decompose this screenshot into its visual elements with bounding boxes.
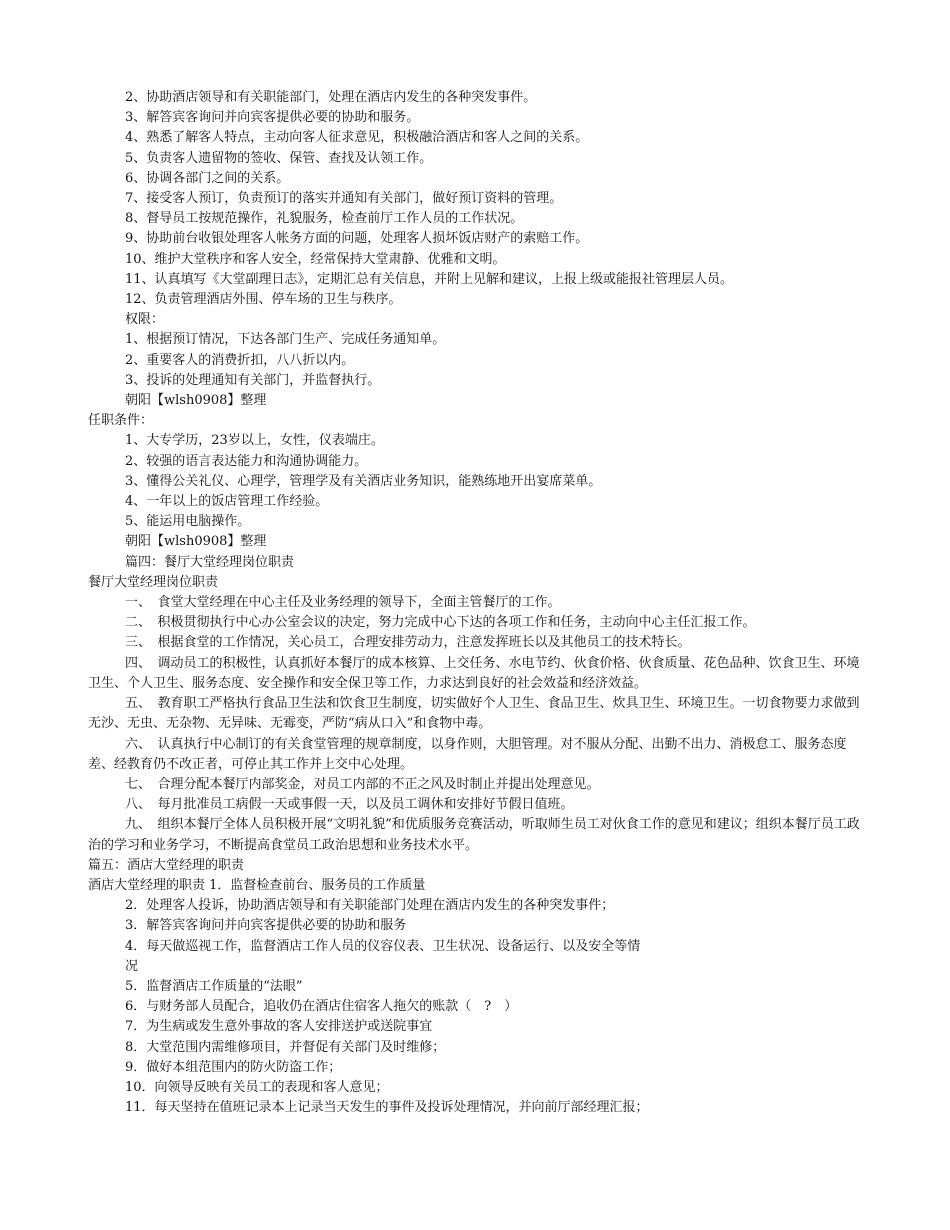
list-item: 5、能运用电脑操作。 [125, 514, 251, 530]
paragraph: 五、 教育职工严格执行食品卫生法和饮食卫生制度，切实做好个人卫生、食品卫生、炊具卫生、环境卫生。一切食物要力求做到无沙、无虫、无杂物、无异味、无霉变，严防“病从口入”和食物中毒。 [88, 696, 860, 732]
part4-section [88, 553, 860, 856]
paragraph: 六、 认真执行中心制订的有关食堂管理的规章制度，以身作则，大胆管理。对不服从分配、出勤不出力、消极怠工、服务态度差、经教育仍不改正者，可停止其工作并上交中心处理。 [88, 736, 847, 772]
list-item: 10．向领导反映有关员工的表现和客人意见； [125, 1079, 389, 1095]
list-item: 2、重要客人的消费折扣，八八折以内。 [125, 352, 355, 368]
authority-heading: 权限： [125, 312, 165, 328]
list-item: 3、解答宾客询问并向宾客提供必要的协助和服务。 [125, 110, 420, 126]
section-first-line: 酒店大堂经理的职责 1．监督检查前台、服务员的工作质量 [88, 877, 426, 893]
qualifications-heading: 任职条件： [88, 413, 154, 429]
list-item: 3．解答宾客询问并向宾客提供必要的协助和服务 [125, 918, 407, 934]
list-item: 9．做好本组范围内的防火防盗工作； [125, 1059, 342, 1075]
list-item: 11、认真填写《大堂副理日志》，定期汇总有关信息，并附上见解和建议，上报上级或能报社管理层人员。 [125, 271, 734, 287]
part5-section [88, 856, 860, 1119]
list-item: 7．为生病或发生意外事故的客人安排送护或送院事宜 [125, 1019, 433, 1035]
list-item: 1、大专学历，23岁以上，女性，仪表端庄。 [125, 433, 384, 449]
list-item: 12、负责管理酒店外围、停车场的卫生与秩序。 [125, 292, 402, 308]
duties-list [88, 88, 860, 310]
paragraph: 七、 合理分配本餐厅内部奖金，对员工内部的不正之风及时制止并提出处理意见。 [125, 776, 600, 792]
list-item: 10、维护大堂秩序和客人安全，经常保持大堂肃静、优雅和文明。 [125, 251, 506, 267]
list-item: 6、协调各部门之间的关系。 [125, 170, 290, 186]
list-item: 8、督导员工按规范操作，礼貌服务，检查前厅工作人员的工作状况。 [125, 211, 524, 227]
list-item: 6．与财务部人员配合，追收仍在酒店住宿客人拖欠的账款（ ? ） [125, 999, 518, 1015]
list-item: 4、熟悉了解客人特点，主动向客人征求意见，积极融洽酒店和客人之间的关系。 [125, 130, 589, 146]
list-item: 1、根据预订情况，下达各部门生产、完成任务通知单。 [125, 332, 446, 348]
paragraph: 四、 调动员工的积极性，认真抓好本餐厅的成本核算、上交任务、水电节约、伙食价格、伙食质量、花色品种、饮食卫生、环境卫生、个人卫生、服务态度、安全操作和安全保卫等工作，力求达到良好的社会效益和经济效益。 [88, 655, 860, 691]
list-item: 2、协助酒店领导和有关职能部门，处理在酒店内发生的各种突发事件。 [125, 90, 537, 105]
credit-line: 朝阳【wlsh0908】整理 [125, 393, 267, 409]
list-item: 3、懂得公关礼仪、心理学，管理学及有关酒店业务知识，能熟练地开出宴席菜单。 [125, 473, 602, 489]
list-item: 11．每天坚持在值班记录本上记录当天发生的事件及投诉处理情况，并向前厅部经理汇报； [125, 1100, 649, 1116]
list-item: 7、接受客人预订，负责预订的落实并通知有关部门，做好预订资料的管理。 [125, 191, 563, 207]
qualifications-section [88, 411, 860, 552]
authority-section [88, 310, 860, 411]
list-item: 5、负责客人遗留物的签收、保管、查找及认领工作。 [125, 150, 433, 166]
paragraph: 一、 食堂大堂经理在中心主任及业务经理的领导下，全面主管餐厅的工作。 [125, 595, 561, 611]
list-item: 4、一年以上的饭店管理工作经验。 [125, 494, 329, 510]
list-item: 2、较强的语言表达能力和沟通协调能力。 [125, 453, 368, 469]
list-item: 4．每天做巡视工作，监督酒店工作人员的仪容仪表、卫生状况、设备运行、以及安全等情 [125, 938, 641, 954]
list-item: 2．处理客人投诉，协助酒店领导和有关职能部门处理在酒店内发生的各种突发事件； [125, 898, 615, 914]
paragraph: 九、 组织本餐厅全体人员积极开展“文明礼貌”和优质服务竞赛活动，听取师生员工对伙食工作的意见和建议；组织本餐厅员工政治的学习和业务学习，不断提高食堂员工政治思想和业务技术水平。 [88, 817, 860, 853]
list-item: 3、投诉的处理通知有关部门，并监督执行。 [125, 372, 381, 388]
section-title: 篇五：酒店大堂经理的职责 [88, 857, 245, 873]
section-title: 篇四：餐厅大堂经理岗位职责 [125, 554, 295, 570]
paragraph: 三、 根据食堂的工作情况，关心员工，合理安排劳动力，注意发挥班长以及其他员工的技术特长。 [125, 635, 691, 651]
list-item: 8．大堂范围内需维修项目，并督促有关部门及时维修； [125, 1039, 446, 1055]
list-item: 况 [125, 958, 139, 974]
document-body [88, 88, 860, 1118]
section-subtitle: 餐厅大堂经理岗位职责 [88, 574, 219, 590]
list-item: 5．监督酒店工作质量的“法眼” [125, 978, 303, 994]
credit-line: 朝阳【wlsh0908】整理 [125, 534, 267, 550]
list-item: 9、协助前台收银处理客人帐务方面的问题，处理客人损坏饭店财产的索赔工作。 [125, 231, 589, 247]
paragraph: 八、 每月批准员工病假一天或事假一天，以及员工调休和安排好节假日值班。 [125, 797, 574, 813]
paragraph: 二、 积极贯彻执行中心办公室会议的决定，努力完成中心下达的各项工作和任务，主动向中心主任汇报工作。 [125, 615, 756, 631]
